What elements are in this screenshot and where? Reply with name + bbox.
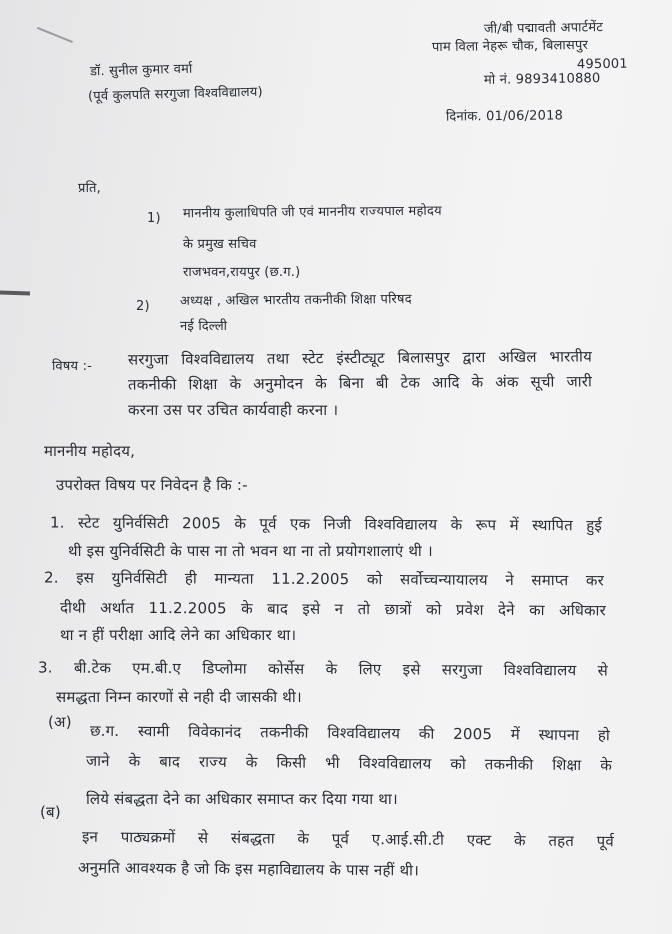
recipient-2-line-2: नई दिल्ली: [180, 319, 228, 334]
subpoint-a-line-2: जाने के बाद राज्य के किसी भी विश्वविद्यालय को तकनीकी शिक्षा के: [85, 751, 613, 775]
point-3-line-1: 3. बी.टेक एम.बी.ए डिप्लोमा कोर्सेस के लिए इसे सरगुजा विश्वविद्यालय से: [37, 658, 609, 680]
point-1-line-1: 1. स्टेट युनिर्वसिटी 2005 के पूर्व एक निजी विश्वविद्यालय के रूप में स्थापित हुई: [49, 513, 603, 535]
subpoint-a-line-3: लिये संबद्धता देने का अधिकार समाप्त कर दिया गया था।: [86, 790, 398, 808]
sender-name: डॉ. सुनील कुमार वर्मा: [89, 61, 193, 80]
point-2-line-2: दीथी अर्थात 11.2.2005 के बाद इसे न तो छात्रों को प्रवेश देने का अधिकार: [59, 598, 607, 620]
paper-fold-mark: [37, 27, 73, 43]
point-3-line-2: समद्धता निम्न कारणों से नही दी जासकी थी।: [56, 688, 302, 706]
recipient-1-line-3: राजभवन,रायपुर (छ.ग.): [183, 265, 301, 280]
recipient-2-number: 2): [136, 299, 150, 314]
recipient-1-number: 1): [147, 211, 161, 226]
recipient-1-line-1: माननीय कुलाधिपति जी एवं माननीय राज्यपाल महोदय: [182, 203, 442, 222]
address-mobile: मो नं. 9893410880: [483, 71, 601, 88]
address-line-1: जी/बी पद्मावती अपार्टमेंट: [483, 20, 604, 37]
point-1-line-2: थी इस युनिर्वसिटी के पास ना तो भवन था ना तो प्रयोगशालाएं थी ।: [68, 542, 433, 560]
point-2-line-1: 2. इस युनिर्वसिटी ही मान्यता 11.2.2005 को सर्वोच्चन्यायालय ने समाप्त कर: [43, 568, 605, 590]
salutation: माननीय महोदय,: [44, 442, 136, 460]
address-line-2: पाम विला नेहरू चौक, बिलासपुर: [431, 37, 589, 56]
subpoint-b-line-1: इन पाठ्यक्रमों से संबद्धता के पूर्व ए.आई.सी.टी एक्ट के तहत पूर्व: [81, 827, 615, 851]
subject-label: विषय :-: [52, 359, 93, 374]
subject-line-1: सरगुजा विश्वविद्यालय तथा स्टेट इंस्टीट्यूट बिलासपुर द्वारा अखिल भारतीय: [127, 347, 593, 369]
recipient-1-line-2: के प्रमुख सचिव: [183, 237, 257, 252]
letter-date: दिनांक. 01/06/2018: [445, 108, 564, 125]
subpoint-b-label: (ब): [40, 803, 61, 821]
subpoint-a-line-1: छ.ग. स्वामी विवेकानंद तकनीकी विश्वविद्यालय की 2005 में स्थापना हो: [89, 721, 611, 745]
recipient-2-line-1: अध्यक्ष , अखिल भारतीय तकनीकी शिक्षा परिषद: [179, 291, 412, 310]
subpoint-a-label: (अ): [48, 713, 72, 731]
subject-line-3: करना उस पर उचित कार्यवाही करना ।: [128, 401, 339, 419]
to-label: प्रति,: [78, 181, 101, 196]
address-pin: 495001: [576, 56, 628, 73]
subpoint-b-line-2: अनुमति आवश्यक है जो कि इस महाविद्यालय के पास नहीं थी।: [77, 858, 420, 880]
sender-designation: (पूर्व कुलपति सरगुजा विश्वविद्यालय): [87, 84, 263, 105]
paper-edge-mark: [0, 290, 30, 295]
point-2-line-3: था न हीं परीक्षा आदि लेने का अधिकार था।: [60, 626, 297, 644]
subject-line-2: तकनीकी शिक्षा के अनुमोदन के बिना बी टेक आदि के अंक सूची जारी: [127, 372, 593, 394]
intro-line: उपरोक्त विषय पर निवेदन है कि :-: [56, 476, 248, 494]
